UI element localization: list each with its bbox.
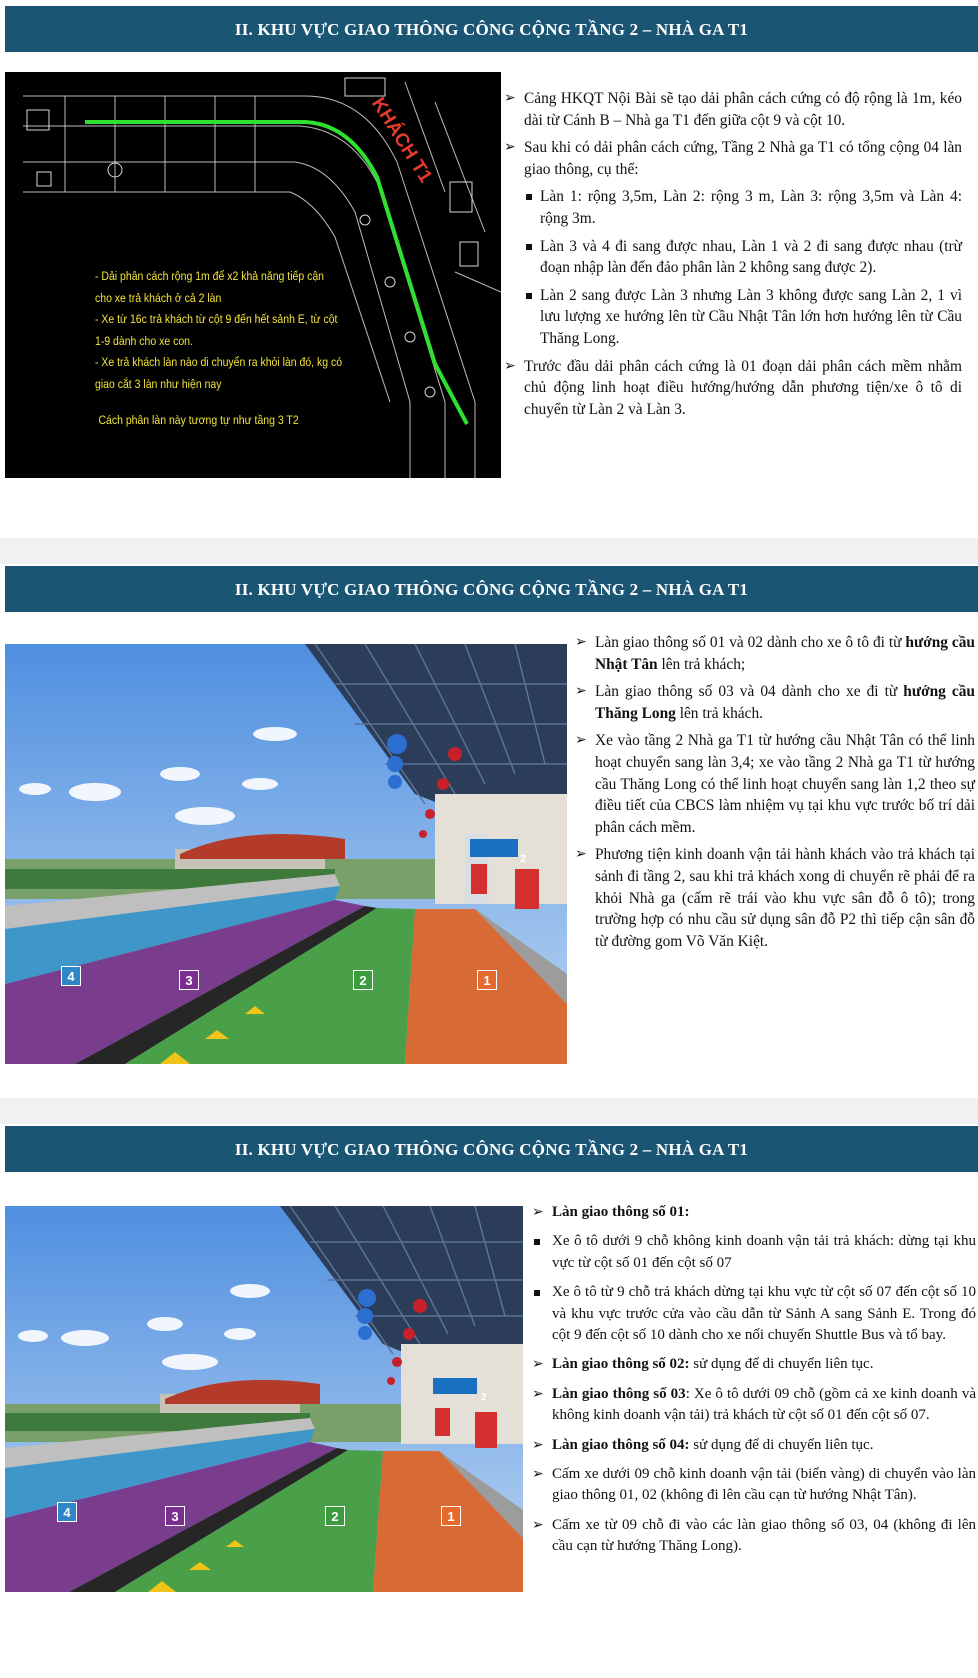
lane-label-3: 3 (165, 1506, 185, 1526)
list-item: ➢ Cảng HKQT Nội Bài sẽ tạo dải phân cách cứng có độ rộng là 1m, kéo dài từ Cánh B – Nhà ga T1 đến giữa cột 9 và cột 10. (504, 90, 962, 129)
lane-label-1: 1 (477, 970, 497, 990)
slide-header: II. KHU VỰC GIAO THÔNG CÔNG CỘNG TẦNG 2 – NHÀ GA T1 (5, 1126, 978, 1172)
list-item: ➢ Phương tiện kinh doanh vận tải hành khách vào trả khách tại sảnh đi tầng 2, sau khi trả khách xong di chuyển rẽ phải để ra khỏi Nhà ga (cấm rẽ trái vào khu vực sân đỗ ô tô); trong trường hợp có nhu cầu sử dụng sân đỗ P2 thì tiếp cận sân đỗ từ đường gom Võ Văn Kiệt. (575, 846, 975, 950)
lane-label-4: 4 (57, 1502, 77, 1522)
lane-label-1: 1 (441, 1506, 461, 1526)
lane-label-2: 2 (325, 1506, 345, 1526)
list-item: ➢ Làn giao thông số 02: sử dụng để di chuyển liên tục. (532, 1356, 874, 1373)
lane-label-3: 3 (179, 970, 199, 990)
sign-number: 2 (481, 1392, 487, 1403)
list-item: ➢ Cấm xe từ 09 chỗ đi vào các làn giao thông số 03, 04 (không đi lên cầu cạn từ hướng Thăng Long). (532, 1516, 976, 1555)
slide1-text (504, 88, 962, 426)
list-item: ➢ Làn giao thông số 01 và 02 dành cho xe ô tô đi từ hướng cầu Nhật Tân lên trả khách; (575, 634, 975, 673)
cad-drawing (5, 72, 501, 478)
lanes-photo (5, 1206, 523, 1592)
slide3-text (532, 1202, 976, 1566)
list-item: Làn 1: rộng 3,5m, Làn 2: rộng 3 m, Làn 3: rộng 3,5m và Làn 4: rộng 3m. (524, 186, 962, 229)
list-item: ➢ Làn giao thông số 03: Xe ô tô dưới 09 chỗ (gồm cả xe kinh doanh và không kinh doanh vận tải) trả khách từ cột số 01 đến cột số 07. (532, 1385, 976, 1424)
slide-separator (0, 538, 978, 564)
lane-label-2: 2 (353, 970, 373, 990)
lanes-photo (5, 644, 567, 1064)
list-item: Làn 2 sang được Làn 3 nhưng Làn 3 không được sang Làn 2, 1 vì lưu lượng xe hướng lên từ Cầu Nhật Tân lớn hơn hướng lên từ Cầu Thăng Long. (524, 285, 962, 350)
list-item: Xe ô tô dưới 9 chỗ không kinh doanh vận tải trả khách: dừng tại khu vực từ cột số 01 đến cột số 07 (532, 1231, 976, 1274)
sign-number: 2 (520, 853, 527, 865)
list-item: ➢ Xe vào tầng 2 Nhà ga T1 từ hướng cầu Nhật Tân có thể linh hoạt chuyển sang làn 3,4; xe vào tầng 2 Nhà ga T1 từ hướng cầu Thăng Long có thể linh hoạt chuyển sang làn 1,2 theo sự điều tiết của CBCS làm nhiệm vụ tại khu vực trước bố trí dải phân cách mềm. (575, 732, 975, 836)
list-item: ➢ Làn giao thông số 03 và 04 dành cho xe đi từ hướng cầu Thăng Long lên trả khách. (575, 683, 975, 722)
slide2-text (575, 632, 975, 958)
list-item: Xe ô tô từ 9 chỗ trả khách dừng tại khu vực từ cột số 07 đến cột số 10 và khu vực trước cửa vào cầu dẫn từ Sảnh A sang Sảnh E. Trong đó cột 9 đến cột số 10 dành cho xe nối chuyến Shuttle Bus và tổ bay. (532, 1282, 976, 1346)
lanes-illustration (5, 1206, 523, 1592)
slide-header: II. KHU VỰC GIAO THÔNG CÔNG CỘNG TẦNG 2 – NHÀ GA T1 (5, 566, 978, 612)
list-item: ➢ Cấm xe dưới 09 chỗ kinh doanh vận tải (biển vàng) di chuyển vào làn giao thông 01, 02 (không đi lên cầu cạn từ hướng Nhật Tân). (532, 1466, 976, 1504)
list-item: ➢ Sau khi có dải phân cách cứng, Tầng 2 Nhà ga T1 có tổng cộng 04 làn giao thông, cụ thể: (504, 139, 962, 178)
list-item: ➢ Làn giao thông số 04: sử dụng để di chuyển liên tục. (532, 1436, 874, 1453)
slide-header: II. KHU VỰC GIAO THÔNG CÔNG CỘNG TẦNG 2 – NHÀ GA T1 (5, 6, 978, 52)
list-item: ➢ Trước đầu dải phân cách cứng là 01 đoạn dải phân cách mềm nhằm chủ động linh hoạt điều hướng/hướng dẫn phương tiện/xe ô tô di chuyển từ Làn 2 và Làn 3. (504, 357, 962, 418)
cad-sign-text: KHÁCH T1 (367, 94, 436, 187)
slide-separator (0, 1098, 978, 1124)
list-item: ➢ Làn giao thông số 01: (532, 1204, 690, 1220)
cad-note: - Dải phân cách rộng 1m để x2 khả năng tiếp cận cho xe trả khách ở cả 2 làn - Xe từ 16c trả khách từ cột 9 đến hết sảnh E, từ cột 1-9 dành cho xe con. - Xe trả khách làn nào di chuyển ra khỏi làn đó, kg có giao cắt 3 làn như hiện nay Cách phân làn này tương tự như tầng 3 T2 (95, 269, 343, 427)
lanes-illustration (5, 644, 567, 1064)
lane-label-4: 4 (61, 966, 81, 986)
list-item: Làn 3 và 4 đi sang được nhau, Làn 1 và 2 đi sang được nhau (trừ đoạn nhập làn đến đảo phân làn 2 không sang được 2). (524, 236, 962, 279)
